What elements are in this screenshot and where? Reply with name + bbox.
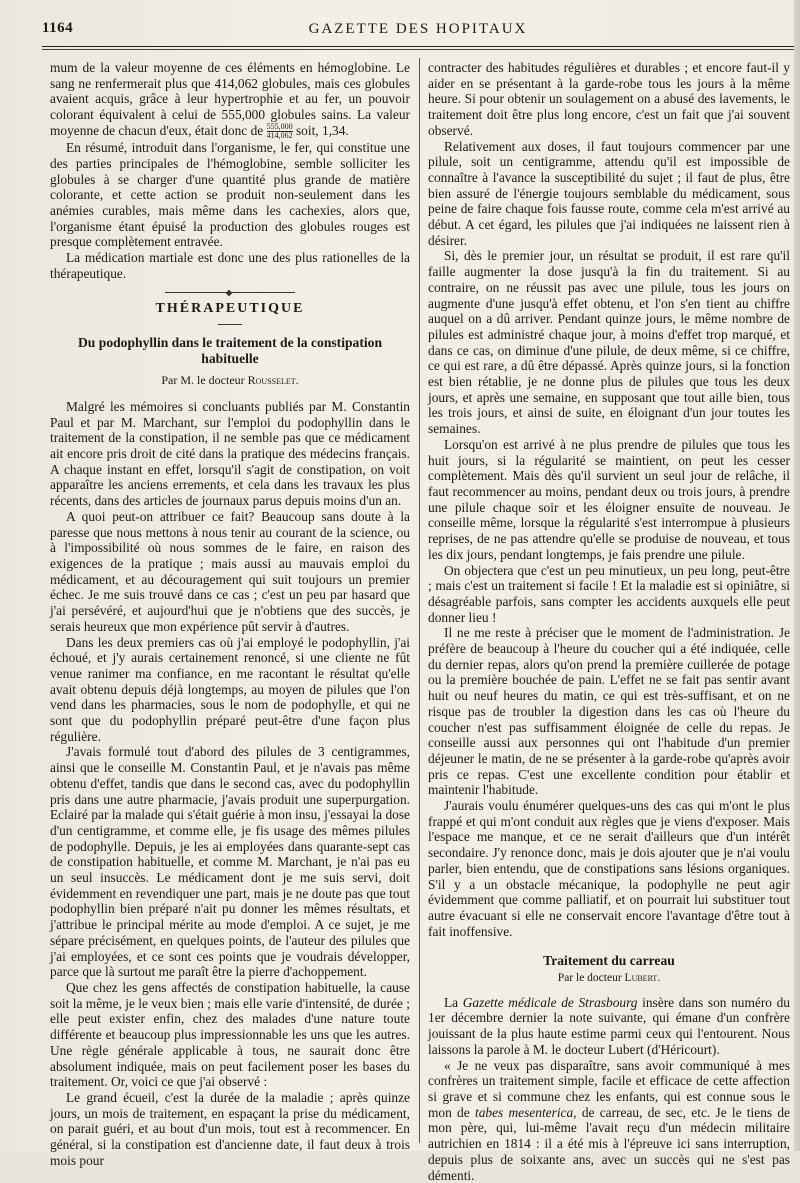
byline xyxy=(428,971,790,987)
page-edge xyxy=(794,0,800,1151)
journal-title: GAZETTE DES HOPITAUX xyxy=(308,21,528,37)
text-run: de carreau, de sec, etc. Je le tiens de mon père, qui, lui-même l'avait reçu d'un médecin militaire autrichien en 1814 : il a été mis à l'épreuve ici sans interruption, depuis plus de soixante ans, avec un succès qui ne s'est pas démenti. xyxy=(428,1104,790,1183)
column-divider xyxy=(419,58,420,1143)
paragraph: Que chez les gens affectés de constipation habituelle, la cause soit la même, je le veux bien ; mais elle varie d'intensité, de durée ; elle peut exister enfin, chez des malades d'une nature toute différente et beaucoup plus impressionnable les uns que les autres. Une règle générale applicable à tous, ne saurait donc être absolument indiquée, mais on peut facilement poser les bases du traitement. Or, voici ce que j'ai observé : xyxy=(50,979,410,1090)
paragraph xyxy=(428,995,790,1058)
paragraph: La médication martiale est donc une des plus rationelles de la thérapeutique. xyxy=(50,250,410,281)
page-number: 1164 xyxy=(42,20,74,36)
fraction-denominator: 414,062 xyxy=(266,131,293,141)
paragraph: Si, dès le premier jour, un résultat se produit, il est rare qu'il faille augmenter la dose jusqu'à la fin du traitement. Si au contraire, on ne réussit pas avec une pilule, tous les jours on augmente d'une jusqu'à effet obtenu, et l'on s'en tient au chiffre auquel on a dû arriver. Pendant quinze jours, le même nombre de pilules est administré chaque jour, à moins d'effet trop marqué, et dans ce cas, on diminue d'une pilule, de deux même, si ce chiffre, ce qui est rare, a dû être dépassé. Après quinze jours, si la fonction est bien rétablie, je ne donne plus de pilules que tous les deux jours, et après une semaine, en supposant que tout aille bien, tous les trois jours, et ainsi de suite, en éloignant d'un jour toutes les semaines. xyxy=(428,248,790,437)
byline xyxy=(50,373,410,389)
paragraph xyxy=(428,1058,790,1183)
paragraph: Lorsqu'on est arrivé à ne plus prendre de pilules que tous les huit jours, si la régularité se maintient, on peut les cesser complètement. Mais dès qu'il survient un seul jour de relâche, il faut recommencer au moins, pendant deux ou trois jours, à prendre une pilule chaque soir et les éloigner ensuite de nouveau. Je conseille même, lorsque la régularité s'est interrompue à plusieurs reprises, de ne pas attendre qu'elle se produise de nouveau, et tous les dix jours, pendant longtemps, je fais prendre une pilule. xyxy=(428,436,790,562)
fraction xyxy=(267,123,293,140)
journal-reference: Gazette médicale de Strasbourg xyxy=(462,994,638,1010)
left-column xyxy=(50,60,410,1168)
paragraph: A quoi peut-on attribuer ce fait? Beaucoup sans doute à la paresse que nous mettons à nous tenir au courant de la science, ou à l'impossibilité où nous sommes de le faire, en raison des exigences de la pratique ; mais aussi au mauvais emploi du médicament, et au découragement qui suit toujours un premier échec. Je me suis trouvé dans ce cas ; c'est un peu par hasard que j'ai persévéré, et aujourd'hui que je n'obtiens que des succès, je serais heureux que mon expérience pût servir à d'autres. xyxy=(50,508,410,634)
section-separator xyxy=(165,292,295,293)
header-rule xyxy=(42,46,794,50)
paragraph: Le grand écueil, c'est la durée de la maladie ; après quinze jours, un mois de traitement, en espaçant la prise du médicament, on parait guéri, et au bout d'un mois, tout est à recommencer. En général, si la constipation est d'ancienne date, il faut deux à trois mois pour xyxy=(50,1089,410,1168)
paragraph: Dans les deux premiers cas où j'ai employé le podophyllin, j'ai échoué, et j'y aurais certainement renoncé, si une cliente ne fût venue ranimer ma confiance, en me racontant le résultat qu'elle avait obtenu depuis déjà longtemps, au moyen de pilules que l'on vend dans les pharmacies, sous le nom de podophylle, et qui ne sont que du podophyllin préparé peut-être d'une façon plus régulière. xyxy=(50,634,410,744)
section-title: THÉRAPEUTIQUE xyxy=(155,300,305,316)
short-rule xyxy=(218,324,242,325)
latin-term: tabes mesenterica, xyxy=(474,1104,577,1120)
text-run: « Je ne veux pas disparaître, sans avoir communiqué à mes confrères un traitement simple, facile et efficace de cette affection si grave et si commune chez les enfants, qui est connue sous le mon de xyxy=(428,1057,790,1120)
paragraph: Il ne me reste à préciser que le moment de l'administration. Je préfère de beaucoup à l'heure du coucher qui a été indiquée, celle du dernier repas, alors qu'on prend la première cuillerée de potage ou la première bouchée de pain. L'effet ne se fait pas sentir avant huit ou neuf heures du matin, ce qui est très-suffisant, et on ne risque pas de troubler la digestion dans les cas où l'heure du coucher n'est pas suffisamment éloignée de celle du repas. Je conseille aussi aux personnes qui ont l'habitude d'un premier déjeuner le matin, de ne se présenter à la garde-robe qu'après avoir pris ce repas. C'est une excellente condition pour établir et maintenir l'habitude. xyxy=(428,625,790,798)
paragraph: J'aurais voulu énumérer quelques-uns des cas qui m'ont le plus frappé et qui m'ont conduit aux règles que je viens d'exposer. Mais l'espace me manque, et ce ne serait d'ailleurs que d'un intérêt secondaire. J'y renonce donc, mais je dois ajouter que je n'ai voulu parler, bien entendu, que de constipations sans lésions organiques. S'il y a un obstacle mécanique, la podophylle ne peut agir évidemment que comme palliatif, et on pourrait lui substituer tout autre évacuant si elle ne conservait encore l'avantage d'être tout à fait inoffensive. xyxy=(428,798,790,939)
paragraph: Malgré les mémoires si concluants publiés par M. Constantin Paul et par M. Marchant, sur l'emploi du podophyllin dans le traitement de la constipation, il ne semble pas que ce médicament ait encore pris droit de cité dans la pratique des médecins français. A chaque instant en effet, lorsqu'il s'agit de constipation, on voit apparaître les anciens errements, et cela dans les travaux les plus récents, dans des articles de journaux parus depuis moins d'un an. xyxy=(50,398,410,509)
text-run: insère dans son numéro du 1er décembre dernier la note suivante, qui émane d'un confrère jouissant de la plus haute estime parmi ceux qui l'entourent. Nous laissons la parole à M. le docteur Lubert (d'Héricourt). xyxy=(428,994,790,1057)
fraction-numerator: 555,000 xyxy=(266,122,293,132)
article-title: Traitement du carreau xyxy=(543,953,675,969)
text-run: La xyxy=(444,994,459,1010)
paragraph: En résumé, introduit dans l'organisme, le fer, qui constitue une des parties principales de l'hémoglobine, semble solliciter les globules à se charger d'une quantité plus grande de matière colorante, et cette action se produit non-seulement dans les anémies curables, mais même dans les cachexies, alors que, l'organisme étant épuisé la production des globules rouges est presque complètement entravée. xyxy=(50,140,410,250)
byline-author: Lubert. xyxy=(624,972,661,985)
text-run: soit, 1,34. xyxy=(295,122,349,138)
text-run: mum de la valeur moyenne de ces éléments en hémoglobine. Le sang ne renfermerait plus que 414,062 globules, mais ces globules avaient acquis, grâce à leur hypertrophie et au fer, un pouvoir colorant équivalent à celui de 555,000 globules sains. La valeur moyenne de chacun d'eux, était donc de xyxy=(50,60,410,138)
paragraph xyxy=(50,60,410,140)
byline-author: Rousselet. xyxy=(247,373,299,388)
paragraph: On objectera que c'est un peu minutieux, un peu long, peut-être ; mais c'est un traitement si facile ! Et la maladie est si opiniâtre, si désagréable parfois, sans compter les accidents auxquels elle peut donner lieu ! xyxy=(428,562,790,625)
paragraph: Relativement aux doses, il faut toujours commencer par une pilule, soit un centigramme, attendu qu'il est impossible de connaître à l'avance la susceptibilité du sujet ; il faut de plus, être bien assuré de l'énergie toujours semblable du médicament, sous peine de faire chaque fois fausse route, comme cela m'est arrivé au début. A cet égard, les pilules que j'ai indiquées ne laissent rien à désirer. xyxy=(428,138,790,248)
byline-prefix: Par le docteur xyxy=(557,972,622,985)
paragraph: J'avais formulé tout d'abord des pilules de 3 centigrammes, ainsi que le conseille M. Constantin Paul, et je n'avais pas même obtenu d'effet, tandis que dans le second cas, avec du podophyllin pris dans une autre pharmacie, j'avais produit une superpurgation. Eclairé par la malade qui s'était guérie à mon insu, j'essayai la dose d'un centigramme, et comme elle, je fis usage des mêmes pilules de podophylle. Depuis, je les ai employées dans quarante-sept cas de constipation habituelle, et comme M. Marchant, je n'ai pas eu un seul insuccès. Le médicament dont je me suis servi, doit évidemment en revendiquer une part, mais je ne doute pas que tout podophyllin bien préparé n'ait pu donner les mêmes résultats, et j'attribue le principal mérite au mode d'emploi. A ce sujet, je me sépare précisément, en quelques points, de l'auteur des pilules que j'ai employées, et ce sont ces points que je voudrais développer, parce que là surtout me paraît être la pierre d'achoppement. xyxy=(50,744,410,980)
article-title: Du podophyllin dans le traitement de la constipation habituelle xyxy=(77,335,382,367)
right-column xyxy=(428,60,790,1183)
paragraph: contracter des habitudes régulières et durables ; et encore faut-il y aider en se présentant à la garde-robe tous les jours à la même heure. Si pour obtenir un soulagement on a abusé des lavements, le traitement doit être plus long encore, c'est un fait que j'ai souvent observé. xyxy=(428,60,790,138)
page-header xyxy=(42,20,794,44)
byline-prefix: Par M. le docteur xyxy=(161,373,245,388)
